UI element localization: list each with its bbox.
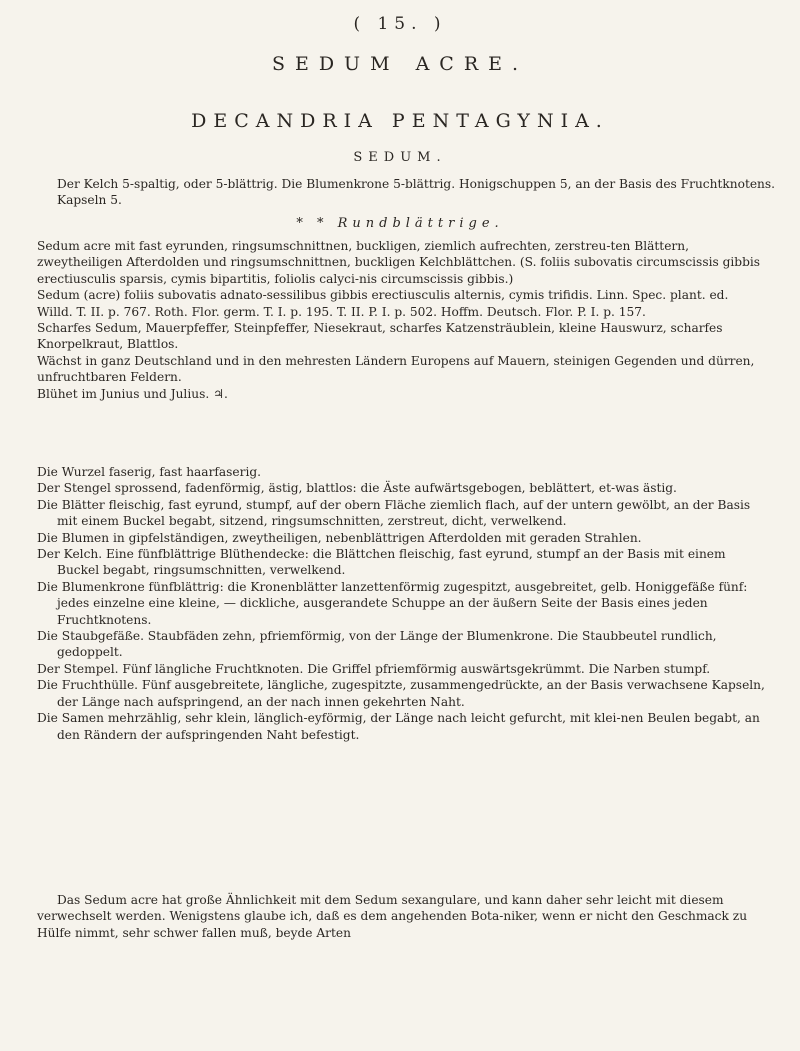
vernacular-names: Scharfes Sedum, Mauerpfeffer, Steinpfeffer, Niesekraut, scharfes Katzensträublein, kleine Hauswurz, scharfes Knorpelkraut, Blattlos. (37, 321, 723, 352)
latin-synonymy: Sedum (acre) foliis subovatis adnato-sessilibus gibbis erectiusculis alternis, cymis trifidis. Linn. Spec. plant. ed. Willd. T. II. p. 767. Roth. Flor. germ. T. I. p. 195. T. II. P. I. p. 502. Hoffm. Deutsch. Flor. P. I. p. 157. (37, 288, 729, 319)
german-diagnosis: Sedum acre mit fast eyrunden, ringsumschnittnen, buckligen, ziemlich aufrechten, zerstreu-ten Blättern, zweytheiligen Afterdolden und ringsumschnittnen, buckligen Kelchblättchen. (S. foliis subovatis circumscissis gibbis erectiusculis sparsis, cymis bipartitis, foliolis calyci-nis circumscissis gibbis.) (37, 239, 761, 286)
generic-character (37, 176, 787, 209)
description-flowers: Die Blumen in gipfelständigen, zweytheiligen, nebenblättrigen Afterdolden mit geraden Strahlen. (37, 530, 642, 545)
observation-paragraph (37, 892, 767, 941)
page-number: ( 15. ) (353, 14, 447, 34)
description-fruit: Die Fruchthülle. Fünf ausgebreitete, längliche, zugespitzte, zusammengedrückte, an der Basis verwachsene Kapseln, der Länge nach aufspringend, an der nach innen gekehrten Naht. (37, 678, 765, 709)
flowering-time: Blühet im Junius und Julius. ♃. (37, 386, 228, 401)
page-title: SEDUM ACRE. (271, 53, 529, 75)
linnaean-class: DECANDRIA PENTAGYNIA. (191, 110, 609, 132)
description-calyx: Der Kelch. Eine fünfblättrige Blüthendecke: die Blättchen fleischig, fast eyrund, stumpf an der Basis mit einem Buckel begabt, ringsumschnitten, verwelkend. (37, 547, 726, 578)
generic-character-text: Der Kelch 5-spaltig, oder 5-blättrig. Die Blumenkrone 5-blättrig. Honigschuppen 5, an der Basis des Fruchtknotens. Kapseln 5. (57, 177, 776, 208)
morphological-description (37, 464, 767, 743)
description-leaves: Die Blätter fleischig, fast eyrund, stumpf, auf der obern Fläche ziemlich flach, auf der untern gewölbt, an der Basis mit einem Buckel begabt, sitzend, ringsumschnitten, zerstreut, dicht, verwelkend. (37, 497, 751, 529)
description-root: Die Wurzel faserig, fast haarfaserig. (37, 465, 262, 479)
description-pistil: Der Stempel. Fünf längliche Fruchtknoten. Die Griffel pfriemförmig auswärtsgekrümmt. Die Narben stumpf. (37, 661, 711, 676)
description-stamens: Die Staubgefäße. Staubfäden zehn, pfriemförmig, von der Länge der Blumenkrone. Die Staubbeutel rundlich, gedoppelt. (37, 629, 717, 660)
description-stem: Der Stengel sprossend, fadenförmig, ästig, blattlos: die Äste aufwärtsgebogen, beblättert, et-was ästig. (37, 481, 677, 496)
genus-heading: SEDUM. (353, 150, 447, 165)
observation-text: Das Sedum acre hat große Ähnlichkeit mit dem Sedum sexangulare, und kann daher sehr leicht mit diesem verwechselt werden. Wenigstens glaube ich, daß es dem angehenden Bota-niker, wenn er nicht den Geschmack zu Hülfe nimmt, sehr schwer fallen muß, beyde Arten (37, 893, 748, 940)
synonymy-block (37, 238, 767, 402)
description-corolla: Die Blumenkrone fünfblättrig: die Kronenblätter lanzettenförmig zugespitzt, ausgebreitet, gelb. Honiggefäße fünf: jedes einzelne eine kleine, — dickliche, ausgerandete Schuppe an der äußern Seite der Basis eines jeden Fruchtknotens. (37, 579, 748, 627)
description-seeds: Die Samen mehrzählig, sehr klein, länglich-eyförmig, der Länge nach leicht gefurcht, mit klei-nen Beulen begabt, an den Rändern der aufspringenden Naht befestigt. (37, 711, 760, 742)
subsection-heading: * * Rundblättrige. (296, 216, 504, 231)
habitat: Wächst in ganz Deutschland und in den mehresten Ländern Europens auf Mauern, steinigen Gegenden und dürren, unfruchtbaren Feldern. (37, 353, 755, 385)
